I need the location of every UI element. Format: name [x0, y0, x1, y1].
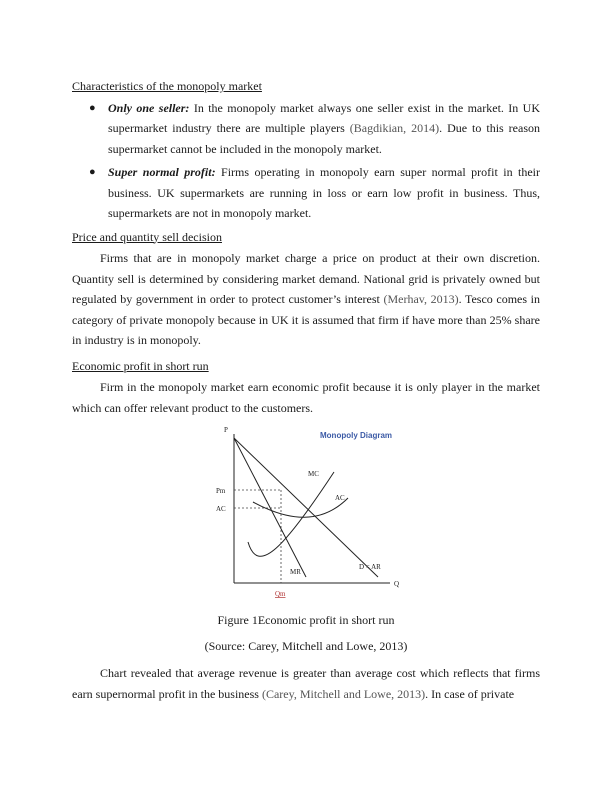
section-heading-characteristics: Characteristics of the monopoly market — [72, 79, 262, 93]
paragraph-text-end: . In case of private — [425, 686, 515, 701]
citation: (Carey, Mitchell and Lowe, 2013) — [261, 686, 426, 701]
monopoly-figure — [72, 424, 540, 606]
mc-curve-label: MC — [308, 470, 319, 478]
document-page — [72, 76, 540, 709]
bullet-icon: ● — [89, 166, 96, 178]
paragraph-chart — [72, 663, 540, 704]
chart-title: Monopoly Diagram — [320, 431, 393, 440]
mr-curve-label: MR — [290, 568, 301, 576]
bullet-term: Super normal profit: — [108, 165, 216, 179]
pm-tick-label: Pm — [216, 487, 226, 495]
bullet-term: Only one seller: — [108, 100, 190, 115]
paragraph-text: Firms that are in monopoly market charge a price on product at their own discretion. Quantity sell is determined by considering market demand. National grid is privately owned but regulated by government in order to protect customer’s interest — [72, 251, 540, 306]
figure-source: (Source: Carey, Mitchell and Lowe, 2013) — [204, 638, 408, 653]
paragraph-price — [72, 248, 540, 351]
demand-ar-line — [234, 438, 378, 577]
y-axis-label: P — [224, 426, 228, 434]
bullet-icon: ● — [89, 101, 96, 114]
monopoly-diagram-chart — [210, 424, 410, 606]
paragraph-text: Chart revealed that average revenue is greater than average cost which reflects that firms earn supernormal profit in the business — [72, 666, 540, 701]
list-item — [72, 98, 540, 160]
bullet-text: In the monopoly market always one seller exist in the market. In UK supermarket industry there are multiple players — [108, 100, 541, 135]
ac-tick-label: AC — [216, 505, 226, 513]
paragraph-text-end: . Tesco comes in category of private monopoly because in UK it is assumed that firm if have more than 25% share in industry is in monopoly. — [72, 292, 540, 347]
ac-curve-label: AC — [335, 494, 345, 502]
demand-curve-label: D = AR — [359, 563, 381, 571]
citation: (Bagdikian, 2014) — [349, 121, 440, 135]
mr-line — [234, 438, 306, 577]
paragraph-economic: Firm in the monopoly market earn economic profit because it is only player in the market which can offer relevant product to the customers. — [72, 380, 540, 415]
bullet-text: Firms operating in monopoly earn super normal profit in their business. UK supermarkets are running in loss or earn low profit in business. Thus, supermarkets are not in monopoly market. — [108, 165, 541, 220]
citation: (Merhav, 2013) — [383, 292, 459, 306]
bullet-text-end: . Due to this reason supermarket cannot be included in the monopoly market. — [108, 121, 540, 156]
characteristics-list — [72, 98, 540, 224]
qm-tick-label: Qm — [275, 590, 286, 598]
figure-caption: Figure 1Economic profit in short run — [217, 613, 395, 627]
list-item — [72, 162, 540, 224]
section-heading-economic: Economic profit in short run — [72, 358, 209, 373]
section-heading-price: Price and quantity sell decision — [72, 229, 222, 244]
x-axis-label: Q — [394, 580, 400, 588]
mc-curve — [248, 472, 334, 556]
